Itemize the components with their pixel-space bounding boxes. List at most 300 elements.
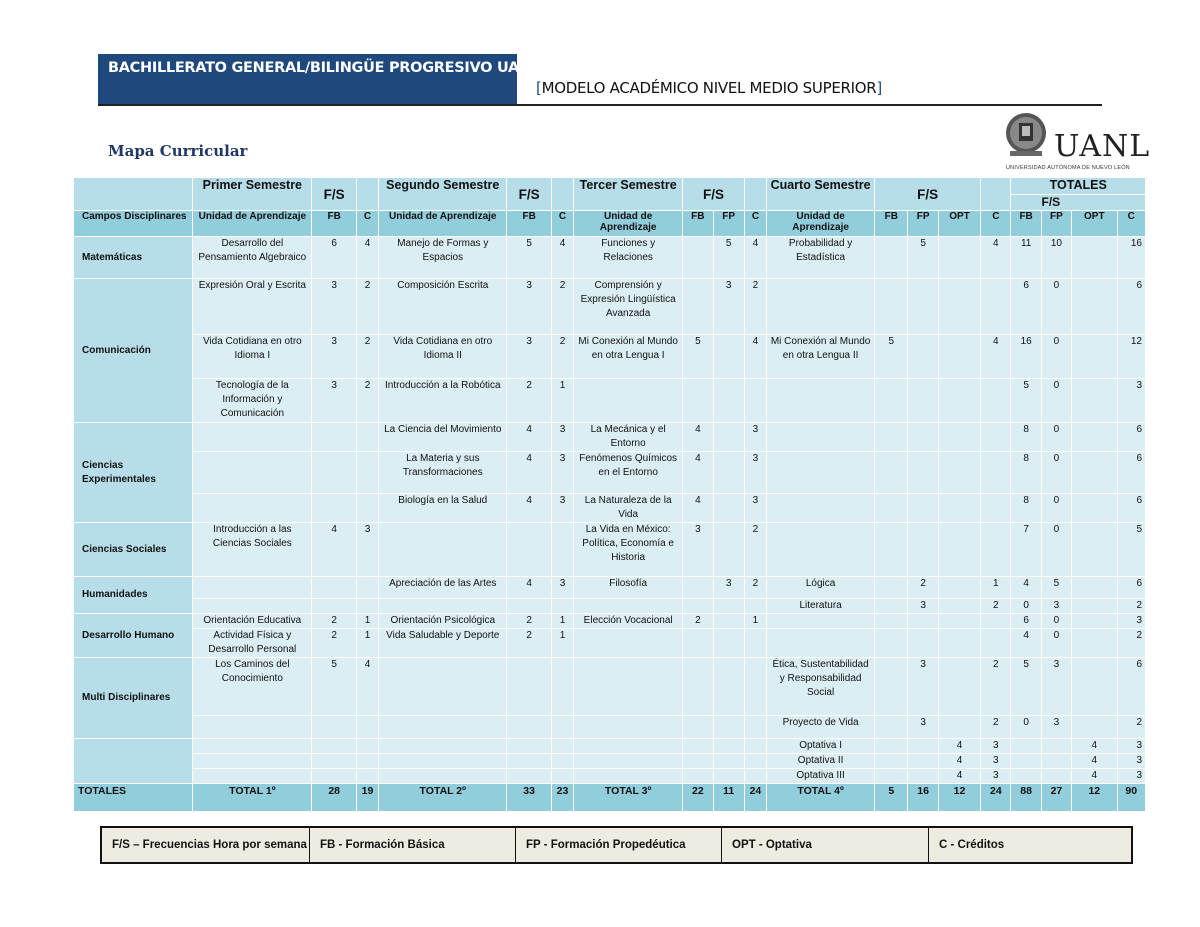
value-cell <box>1072 279 1117 335</box>
value-cell <box>938 614 980 629</box>
value-cell <box>875 754 908 769</box>
value-cell: 16 <box>1117 237 1145 279</box>
value-cell: 2 <box>507 614 551 629</box>
value-cell <box>683 599 713 614</box>
total-cell: 12 <box>1072 784 1117 812</box>
value-cell <box>938 379 980 423</box>
unidad-cell <box>574 379 683 423</box>
field-optativas-blank <box>74 739 193 784</box>
unidad-cell <box>193 494 312 523</box>
unidad-cell: Filosofía <box>574 577 683 599</box>
value-cell <box>981 523 1011 577</box>
value-cell <box>875 614 908 629</box>
total-cell: 24 <box>981 784 1011 812</box>
value-cell <box>551 769 573 784</box>
value-cell <box>713 452 744 494</box>
unidad-cell: Mi Conexión al Mundo en otra Lengua II <box>767 335 875 379</box>
value-cell: 6 <box>1117 279 1145 335</box>
value-cell: 2 <box>356 379 378 423</box>
unidad-cell: Optativa II <box>767 754 875 769</box>
value-cell <box>356 716 378 739</box>
value-cell <box>683 754 713 769</box>
value-cell <box>713 739 744 754</box>
header-opt: OPT <box>1072 211 1117 237</box>
unidad-cell <box>767 379 875 423</box>
value-cell: 1 <box>551 629 573 658</box>
value-cell: 6 <box>1117 423 1145 452</box>
value-cell: 4 <box>938 754 980 769</box>
value-cell: 4 <box>507 494 551 523</box>
unidad-cell <box>767 614 875 629</box>
value-cell <box>744 599 766 614</box>
header-fb: FB <box>507 211 551 237</box>
unidad-cell: Orientación Educativa <box>193 614 312 629</box>
legend-fs: F/S – Frecuencias Hora por semana <box>102 828 310 862</box>
value-cell <box>938 335 980 379</box>
value-cell: 8 <box>1011 452 1041 494</box>
value-cell <box>551 754 573 769</box>
unidad-cell <box>574 769 683 784</box>
unidad-cell: Elección Vocacional <box>574 614 683 629</box>
header-semester-4: Cuarto Semestre <box>767 178 875 211</box>
unidad-cell <box>379 754 507 769</box>
value-cell <box>875 452 908 494</box>
unidad-cell: Apreciación de las Artes <box>379 577 507 599</box>
value-cell: 4 <box>744 237 766 279</box>
unidad-cell: La Mecánica y el Entorno <box>574 423 683 452</box>
total-semester-1: TOTAL 1º <box>193 784 312 812</box>
value-cell <box>981 614 1011 629</box>
table-row <box>74 769 1146 784</box>
value-cell <box>981 452 1011 494</box>
value-cell: 6 <box>1011 279 1041 335</box>
value-cell <box>312 452 356 494</box>
value-cell <box>507 599 551 614</box>
value-cell: 4 <box>683 452 713 494</box>
value-cell <box>938 523 980 577</box>
totales-fs: F/S <box>1041 195 1061 209</box>
unidad-cell: La Materia y sus Transformaciones <box>379 452 507 494</box>
header-c: C <box>981 211 1011 237</box>
header-semester-1: Primer Semestre <box>193 178 312 211</box>
totals-row <box>74 784 1146 812</box>
table-row <box>74 716 1146 739</box>
header-c: C <box>551 211 573 237</box>
total-cell: 23 <box>551 784 573 812</box>
total-semester-3: TOTAL 3º <box>574 784 683 812</box>
value-cell <box>981 379 1011 423</box>
unidad-cell <box>767 523 875 577</box>
value-cell <box>938 599 980 614</box>
value-cell: 5 <box>875 335 908 379</box>
value-cell: 4 <box>507 423 551 452</box>
unidad-cell: Manejo de Formas y Espacios <box>379 237 507 279</box>
value-cell <box>713 658 744 716</box>
value-cell <box>938 494 980 523</box>
unidad-cell <box>193 599 312 614</box>
header-fs-4: F/S <box>875 178 981 211</box>
total-cell: 27 <box>1041 784 1071 812</box>
value-cell: 3 <box>312 379 356 423</box>
unidad-cell: Los Caminos del Conocimiento <box>193 658 312 716</box>
value-cell <box>875 379 908 423</box>
value-cell <box>875 769 908 784</box>
value-cell: 1 <box>551 614 573 629</box>
unidad-cell: Fenómenos Químicos en el Entorno <box>574 452 683 494</box>
value-cell <box>507 739 551 754</box>
unidad-cell <box>767 452 875 494</box>
value-cell <box>908 423 938 452</box>
unidad-cell: Literatura <box>767 599 875 614</box>
value-cell: 2 <box>1117 716 1145 739</box>
value-cell: 3 <box>683 523 713 577</box>
value-cell <box>875 599 908 614</box>
unidad-cell <box>574 716 683 739</box>
value-cell <box>507 523 551 577</box>
unidad-cell: Optativa I <box>767 739 875 754</box>
value-cell: 2 <box>1117 599 1145 614</box>
value-cell <box>683 379 713 423</box>
value-cell <box>1041 769 1071 784</box>
value-cell <box>507 754 551 769</box>
value-cell: 2 <box>683 614 713 629</box>
unidad-cell <box>193 577 312 599</box>
total-cell: 12 <box>938 784 980 812</box>
legend-box <box>100 826 1133 864</box>
value-cell <box>713 716 744 739</box>
value-cell <box>744 754 766 769</box>
unidad-cell <box>379 599 507 614</box>
value-cell: 0 <box>1011 599 1041 614</box>
header-fb: FB <box>683 211 713 237</box>
unidad-cell <box>379 658 507 716</box>
value-cell: 3 <box>551 577 573 599</box>
value-cell: 1 <box>981 577 1011 599</box>
value-cell <box>981 423 1011 452</box>
value-cell <box>938 658 980 716</box>
total-cell: 11 <box>713 784 744 812</box>
value-cell <box>312 494 356 523</box>
value-cell <box>683 237 713 279</box>
value-cell <box>744 716 766 739</box>
value-cell <box>683 739 713 754</box>
value-cell: 8 <box>1011 423 1041 452</box>
value-cell: 3 <box>744 423 766 452</box>
value-cell: 5 <box>1011 658 1041 716</box>
total-cell: 90 <box>1117 784 1145 812</box>
value-cell <box>1072 577 1117 599</box>
value-cell: 4 <box>1011 577 1041 599</box>
value-cell <box>713 614 744 629</box>
value-cell: 0 <box>1041 379 1071 423</box>
value-cell <box>1072 599 1117 614</box>
value-cell: 3 <box>312 279 356 335</box>
totals-label: TOTALES <box>74 784 193 812</box>
unidad-cell: Desarrollo del Pensamiento Algebraico <box>193 237 312 279</box>
table-row <box>74 423 1146 452</box>
table-row <box>74 379 1146 423</box>
value-cell: 2 <box>356 335 378 379</box>
value-cell: 4 <box>1011 629 1041 658</box>
value-cell <box>713 599 744 614</box>
unidad-cell: Actividad Física y Desarrollo Personal <box>193 629 312 658</box>
unidad-cell: Proyecto de Vida <box>767 716 875 739</box>
table-row <box>74 577 1146 599</box>
unidad-cell <box>379 769 507 784</box>
value-cell: 5 <box>1011 379 1041 423</box>
value-cell <box>312 754 356 769</box>
value-cell: 8 <box>1011 494 1041 523</box>
value-cell <box>908 629 938 658</box>
unidad-cell <box>379 739 507 754</box>
total-cell: 5 <box>875 784 908 812</box>
value-cell <box>875 523 908 577</box>
table-row <box>74 279 1146 335</box>
total-semester-4: TOTAL 4º <box>767 784 875 812</box>
value-cell <box>713 754 744 769</box>
value-cell <box>507 716 551 739</box>
header-row-2 <box>74 211 1146 237</box>
value-cell: 3 <box>1117 614 1145 629</box>
value-cell <box>744 629 766 658</box>
table-row <box>74 452 1146 494</box>
value-cell: 2 <box>551 335 573 379</box>
value-cell: 12 <box>1117 335 1145 379</box>
unidad-cell: Expresión Oral y Escrita <box>193 279 312 335</box>
value-cell <box>938 452 980 494</box>
unidad-cell: Ética, Sustentabilidad y Responsabilidad Social <box>767 658 875 716</box>
value-cell: 7 <box>1011 523 1041 577</box>
value-cell <box>875 423 908 452</box>
field-ciencias-experimentales: Ciencias Experimentales <box>74 423 193 523</box>
table-row <box>74 739 1146 754</box>
value-cell: 10 <box>1041 237 1071 279</box>
value-cell <box>356 452 378 494</box>
field-matematicas: Matemáticas <box>74 237 193 279</box>
value-cell <box>744 739 766 754</box>
header-semester-2: Segundo Semestre <box>379 178 507 211</box>
header-c: C <box>1117 211 1145 237</box>
value-cell: 2 <box>908 577 938 599</box>
value-cell: 6 <box>1117 452 1145 494</box>
value-cell <box>908 769 938 784</box>
total-cell: 88 <box>1011 784 1041 812</box>
value-cell: 0 <box>1041 629 1071 658</box>
table-row <box>74 614 1146 629</box>
value-cell: 6 <box>1011 614 1041 629</box>
value-cell: 3 <box>507 279 551 335</box>
value-cell: 4 <box>1072 739 1117 754</box>
unidad-cell <box>574 754 683 769</box>
value-cell <box>356 769 378 784</box>
unidad-cell: Probabilidad y Estadística <box>767 237 875 279</box>
value-cell <box>744 379 766 423</box>
value-cell <box>908 494 938 523</box>
value-cell: 3 <box>744 494 766 523</box>
unidad-cell <box>767 494 875 523</box>
value-cell <box>981 494 1011 523</box>
value-cell: 0 <box>1041 335 1071 379</box>
value-cell: 2 <box>312 629 356 658</box>
value-cell <box>312 739 356 754</box>
header-rule <box>98 104 1102 106</box>
value-cell: 3 <box>713 279 744 335</box>
value-cell: 5 <box>1117 523 1145 577</box>
value-cell: 3 <box>1041 658 1071 716</box>
value-cell: 2 <box>744 279 766 335</box>
unidad-cell: Vida Cotidiana en otro Idioma I <box>193 335 312 379</box>
value-cell <box>938 279 980 335</box>
value-cell <box>875 739 908 754</box>
unidad-cell <box>193 739 312 754</box>
value-cell <box>908 754 938 769</box>
value-cell: 3 <box>507 335 551 379</box>
bracket-close: ] <box>876 79 882 97</box>
value-cell: 3 <box>981 769 1011 784</box>
value-cell: 1 <box>356 629 378 658</box>
value-cell: 4 <box>356 237 378 279</box>
value-cell: 11 <box>1011 237 1041 279</box>
value-cell: 3 <box>1117 379 1145 423</box>
value-cell <box>938 716 980 739</box>
value-cell <box>744 769 766 784</box>
unidad-cell: La Ciencia del Movimiento <box>379 423 507 452</box>
value-cell: 3 <box>981 754 1011 769</box>
value-cell <box>1072 716 1117 739</box>
value-cell <box>312 599 356 614</box>
table-row <box>74 754 1146 769</box>
header-right-title <box>536 79 882 97</box>
value-cell: 0 <box>1041 523 1071 577</box>
header-semester-3: Tercer Semestre <box>574 178 683 211</box>
field-comunicacion: Comunicación <box>74 279 193 423</box>
value-cell: 5 <box>713 237 744 279</box>
header-c: C <box>356 211 378 237</box>
value-cell <box>683 279 713 335</box>
value-cell: 3 <box>551 452 573 494</box>
header-row-1 <box>74 178 1146 211</box>
value-cell <box>908 452 938 494</box>
value-cell <box>875 629 908 658</box>
value-cell: 4 <box>683 494 713 523</box>
value-cell <box>683 629 713 658</box>
value-cell <box>312 577 356 599</box>
value-cell <box>908 379 938 423</box>
header-unidad-1: Unidad de Aprendizaje <box>193 211 312 237</box>
unidad-cell <box>193 769 312 784</box>
value-cell: 3 <box>1117 739 1145 754</box>
value-cell <box>875 494 908 523</box>
unidad-cell <box>767 629 875 658</box>
value-cell: 4 <box>981 237 1011 279</box>
value-cell <box>1072 494 1117 523</box>
unidad-cell <box>574 658 683 716</box>
curricular-map-table <box>73 177 1146 812</box>
value-cell <box>683 577 713 599</box>
value-cell <box>507 658 551 716</box>
university-seal-icon <box>1004 111 1048 159</box>
value-cell: 3 <box>551 423 573 452</box>
legend-fb: FB - Formación Básica <box>310 828 516 862</box>
value-cell <box>1072 237 1117 279</box>
value-cell: 0 <box>1011 716 1041 739</box>
legend-c: C - Créditos <box>939 839 1005 851</box>
value-cell <box>312 769 356 784</box>
table-row <box>74 494 1146 523</box>
value-cell <box>938 629 980 658</box>
value-cell <box>875 577 908 599</box>
value-cell: 3 <box>312 335 356 379</box>
unidad-cell: Tecnología de la Información y Comunicación <box>193 379 312 423</box>
legend-fp: FP - Formación Propedéutica <box>516 828 722 862</box>
total-cell: 19 <box>356 784 378 812</box>
value-cell <box>1041 739 1071 754</box>
value-cell <box>1072 614 1117 629</box>
value-cell: 4 <box>507 452 551 494</box>
unidad-cell: Optativa III <box>767 769 875 784</box>
value-cell: 4 <box>938 769 980 784</box>
value-cell <box>875 279 908 335</box>
value-cell <box>551 599 573 614</box>
value-cell: 4 <box>356 658 378 716</box>
value-cell <box>551 658 573 716</box>
value-cell <box>713 379 744 423</box>
value-cell <box>908 739 938 754</box>
value-cell <box>1072 423 1117 452</box>
value-cell <box>938 423 980 452</box>
total-cell: 16 <box>908 784 938 812</box>
value-cell: 3 <box>908 716 938 739</box>
value-cell <box>908 279 938 335</box>
value-cell: 3 <box>744 452 766 494</box>
value-cell <box>1072 658 1117 716</box>
unidad-cell: Lógica <box>767 577 875 599</box>
field-humanidades: Humanidades <box>74 577 193 614</box>
value-cell: 1 <box>744 614 766 629</box>
value-cell: 0 <box>1041 423 1071 452</box>
value-cell <box>938 577 980 599</box>
unidad-cell: La Naturaleza de la Vida <box>574 494 683 523</box>
header-opt: OPT <box>938 211 980 237</box>
value-cell <box>551 523 573 577</box>
bracket-open: [ <box>536 79 542 97</box>
unidad-cell: Orientación Psicológica <box>379 614 507 629</box>
header-totales <box>1011 178 1146 211</box>
value-cell <box>1072 379 1117 423</box>
logo-wordmark: UANL <box>1054 129 1151 164</box>
value-cell: 5 <box>1041 577 1071 599</box>
value-cell: 4 <box>938 739 980 754</box>
value-cell <box>1072 335 1117 379</box>
value-cell: 2 <box>356 279 378 335</box>
header-fb: FB <box>875 211 908 237</box>
value-cell: 0 <box>1041 279 1071 335</box>
value-cell <box>908 523 938 577</box>
unidad-cell: Biología en la Salud <box>379 494 507 523</box>
value-cell <box>683 716 713 739</box>
value-cell: 5 <box>507 237 551 279</box>
unidad-cell: Mi Conexión al Mundo en otra Lengua I <box>574 335 683 379</box>
value-cell <box>683 658 713 716</box>
value-cell <box>713 423 744 452</box>
value-cell: 0 <box>1041 614 1071 629</box>
value-cell <box>744 658 766 716</box>
total-cell: 28 <box>312 784 356 812</box>
value-cell: 1 <box>356 614 378 629</box>
value-cell: 3 <box>1041 599 1071 614</box>
value-cell: 4 <box>744 335 766 379</box>
header-fb: FB <box>312 211 356 237</box>
